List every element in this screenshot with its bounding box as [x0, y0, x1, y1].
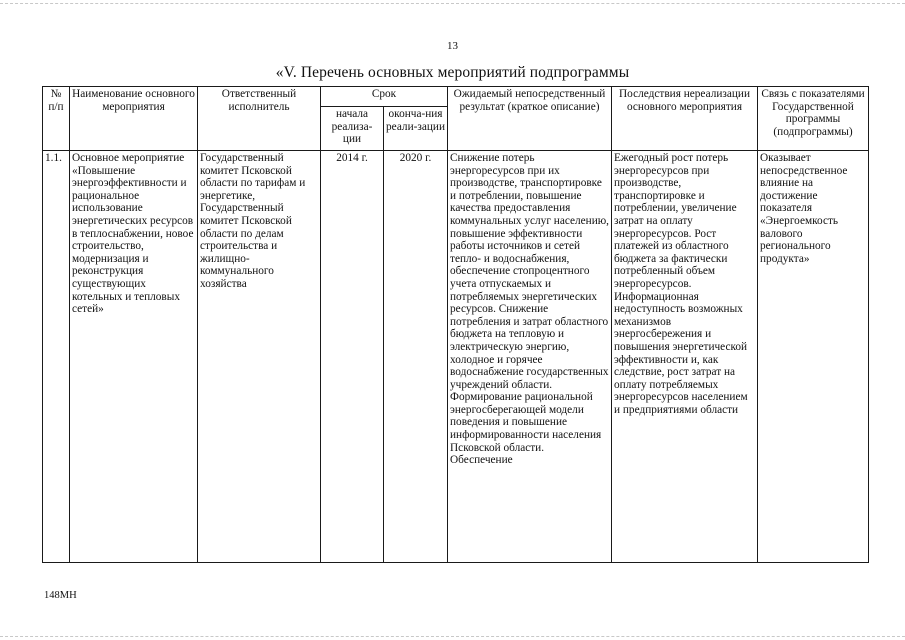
cell-name: Основное мероприятие «Повышение энергоэффективности и рациональное использование энергетических ресурсов в теплоснабжении, новое строительство, модернизация и реконструкция существующих котельных и тепловых сетей»: [70, 151, 198, 563]
cell-num: 1.1.: [43, 151, 70, 563]
header-term-end: оконча-ния реали-зации: [384, 107, 448, 151]
table-row: [43, 151, 869, 563]
header-term: Срок: [321, 87, 448, 107]
footer-code: 148МН: [44, 590, 77, 601]
cell-start: 2014 г.: [321, 151, 384, 563]
header-name: Наименование основного мероприятия: [70, 87, 198, 151]
cell-consequences: Ежегодный рост потерь энергоресурсов при производстве, транспортировке и потреблении, увеличение затрат на оплату энергоресурсов. Рост платежей из областного бюджета за фактически потребленный объем энергоресурсов. Информационная недоступность возможных механизмов энергосбережения и повышения энергетической эффективности и, как следствие, рост затрат на оплату потребляемых энергоресурсов населением и предприятиями области: [612, 151, 758, 563]
cell-expected: Снижение потерь энергоресурсов при их производстве, транспортировке и потреблении, повышение качества предоставления коммунальных услуг населению, повышение эффективности работы источников и сетей тепло- и водоснабжения, обеспечение стопроцентного учета отпускаемых и потребляемых энергетических ресурсов. Снижение потребления и затрат областного бюджета на тепловую и электрическую энергию, холодное и горячее водоснабжение государственных учреждений области. Формирование рациональной энергосберегающей модели поведения и повышение информированности населения Псковской области. Обеспечение: [448, 151, 612, 563]
cell-executor: Государственный комитет Псковской области по тарифам и энергетике, Государственный комитет Псковской области по делам строительства и жилищно-коммунального хозяйства: [198, 151, 321, 563]
header-term-start: начала реализа-ции: [321, 107, 384, 151]
header-executor: Ответственный исполнитель: [198, 87, 321, 151]
header-link: Связь с показателями Государственной программы (подпрограммы): [758, 87, 869, 151]
scan-edge-top: [0, 3, 905, 4]
cell-end: 2020 г.: [384, 151, 448, 563]
scan-edge-bottom: [0, 636, 905, 637]
cell-link: Оказывает непосредственное влияние на достижение показателя «Энергоемкость валового регионального продукта»: [758, 151, 869, 563]
header-consequences: Последствия нереализации основного мероприятия: [612, 87, 758, 151]
activities-table: [42, 86, 869, 563]
header-expected: Ожидаемый непосредственный результат (краткое описание): [448, 87, 612, 151]
header-num: № п/п: [43, 87, 70, 151]
page-title: «V. Перечень основных мероприятий подпрограммы: [275, 64, 630, 81]
page-number: 13: [447, 40, 458, 52]
